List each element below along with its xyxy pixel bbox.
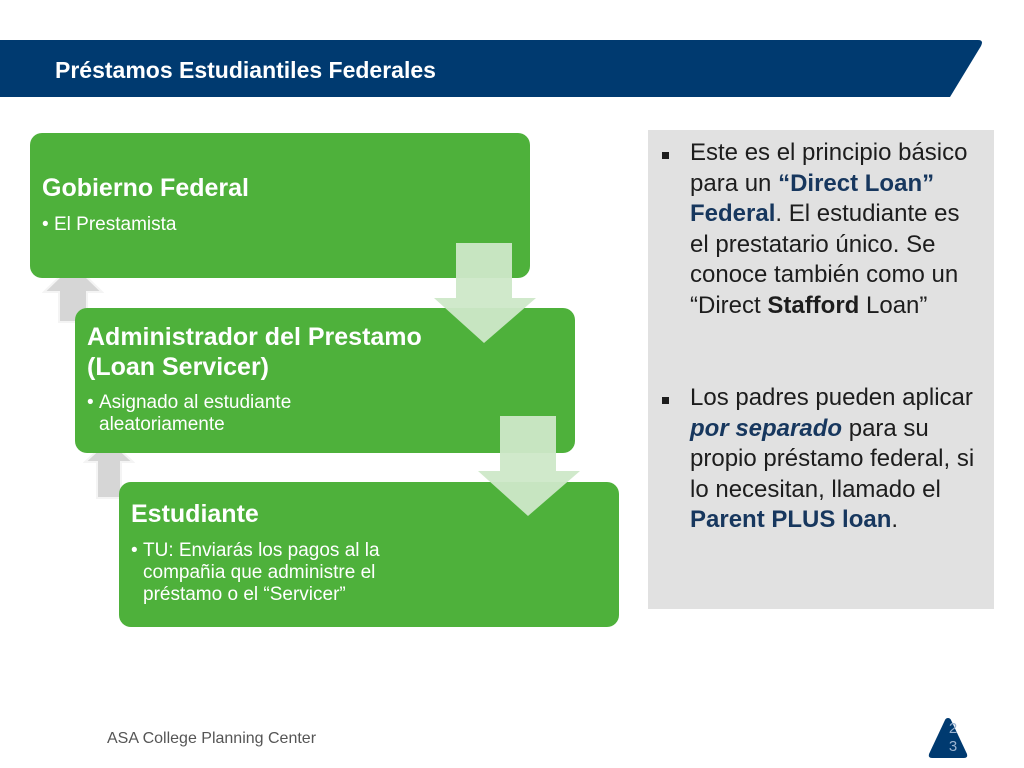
box-title: Estudiante [131, 500, 259, 528]
text-segment: Loan” [859, 291, 928, 319]
box-bullet-text: Asignado al estudiante aleatoriamente [99, 392, 292, 435]
box-bullet: • TU: Enviarás los pagos al la compañia que administre el préstamo o el “Servicer” [131, 540, 433, 606]
text-segment: . El estudiante es el prestatario único. Se conoce también como un “Direct [690, 200, 960, 319]
info-item-direct-loan [660, 138, 980, 321]
page-number: 23 [948, 720, 958, 755]
down-arrow-icon-1 [432, 243, 538, 345]
box-title: Gobierno Federal [42, 174, 249, 202]
footer-text: ASA College Planning Center [107, 730, 317, 747]
box-title: Administrador del Prestamo (Loan Servicer) [87, 323, 422, 381]
box-bullet-text: El Prestamista [54, 214, 177, 235]
text-emphasis: Stafford [767, 291, 860, 319]
text-segment: para su propio préstamo federal, si lo necesitan, llamado el [690, 414, 975, 503]
text-emphasis: “Direct Loan” Federal [690, 169, 935, 227]
text-emphasis: Parent PLUS loan [690, 506, 892, 533]
square-bullet-icon [662, 397, 669, 404]
info-item-parent-plus [660, 383, 980, 536]
down-arrow-icon-2 [476, 416, 582, 518]
square-bullet-icon [662, 152, 669, 159]
box-bullet-text: TU: Enviarás los pagos al la compañia que administre el préstamo o el “Servicer” [143, 540, 380, 605]
text-segment: Este es el principio básico para un [690, 139, 968, 197]
info-item-text [690, 138, 980, 321]
text-segment: . [891, 506, 899, 533]
box-bullet: • Asignado al estudiante aleatoriamente [87, 392, 339, 436]
text-segment: Los padres pueden aplicar [690, 384, 973, 411]
box-bullet: • El Prestamista [42, 214, 177, 235]
info-panel [648, 130, 994, 609]
page-title: Préstamos Estudiantiles Federales [55, 57, 436, 83]
text-emphasis: por separado [690, 414, 843, 442]
info-item-text [690, 383, 980, 536]
